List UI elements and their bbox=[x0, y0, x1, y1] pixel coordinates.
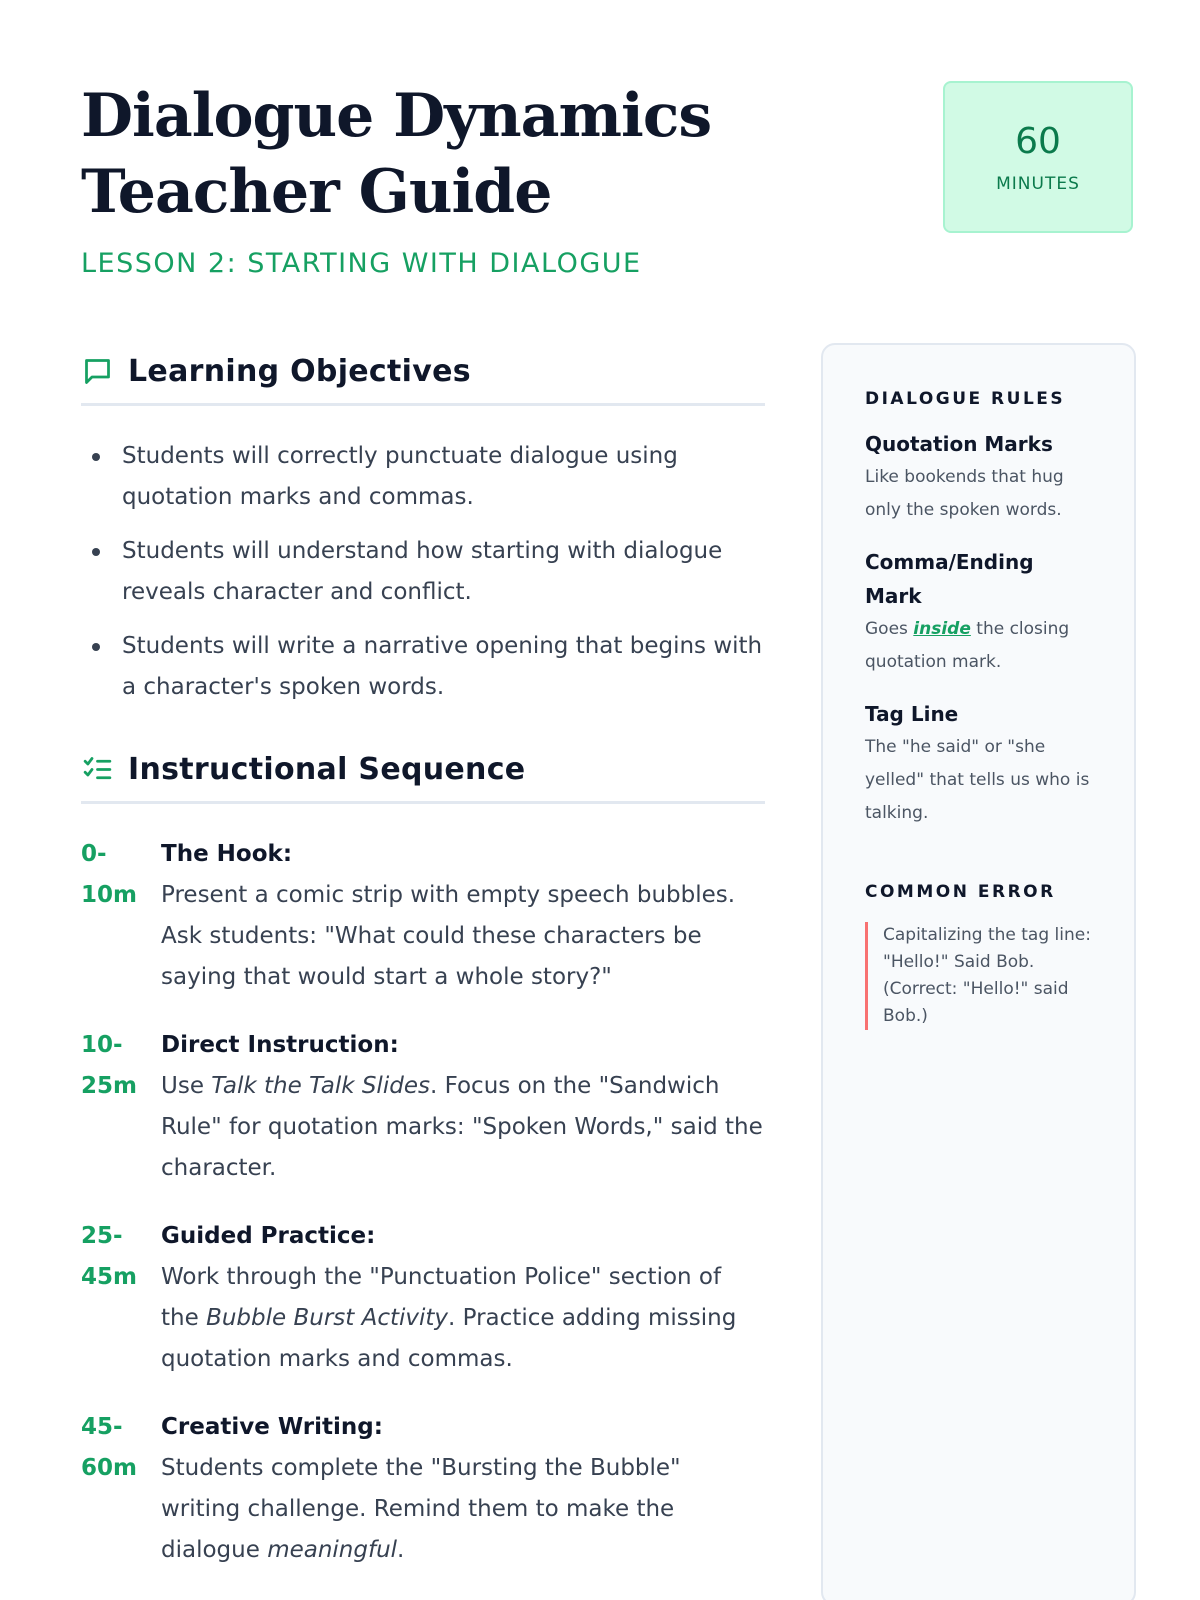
lesson-subtitle: LESSON 2: STARTING WITH DIALOGUE bbox=[81, 248, 642, 279]
text-part: Present a comic strip with empty speech bubbles. Ask students: "What could these characters be saying that would start a whole story?" bbox=[161, 882, 736, 990]
step-text bbox=[161, 1073, 763, 1181]
emphasis-text: Bubble Burst Activity bbox=[206, 1305, 449, 1331]
text-part: Goes bbox=[865, 619, 914, 639]
step-time: 10-25m bbox=[81, 1032, 137, 1099]
step-time: 45-60m bbox=[81, 1414, 137, 1481]
objectives-title: Learning Objectives bbox=[128, 354, 471, 389]
rule-term: Tag Line bbox=[865, 702, 959, 726]
objectives-heading bbox=[81, 340, 765, 406]
step-title: Direct Instruction: bbox=[161, 1032, 399, 1058]
objective-item: Students will understand how starting with dialogue reveals character and conflict. bbox=[81, 531, 765, 613]
error-label: COMMON ERROR bbox=[865, 882, 1056, 902]
text-part: . bbox=[397, 1537, 405, 1563]
step-body bbox=[161, 1407, 765, 1571]
step-title: Guided Practice: bbox=[161, 1223, 376, 1249]
duration-unit: MINUTES bbox=[996, 174, 1080, 194]
step-text bbox=[161, 1455, 681, 1563]
rule-term: Quotation Marks bbox=[865, 432, 1053, 456]
step-time: 0-10m bbox=[81, 841, 137, 908]
text-part: Students complete the "Bursting the Bubble" writing challenge. Remind them to make the dialogue bbox=[161, 1455, 681, 1563]
step-title: Creative Writing: bbox=[161, 1414, 383, 1440]
text-part: . Practice adding missing quotation marks and commas. bbox=[161, 1305, 737, 1372]
rule-definition bbox=[865, 731, 1092, 830]
emphasis-text: meaningful bbox=[267, 1537, 398, 1563]
page-title: Dialogue Dynamics Teacher Guide bbox=[81, 81, 712, 227]
step-text bbox=[161, 882, 735, 990]
rule-definition bbox=[865, 613, 1092, 679]
sequence-steps bbox=[81, 834, 765, 1571]
checklist-icon bbox=[81, 753, 114, 786]
text-part: The "he said" or "she yelled" that tells us who is talking. bbox=[865, 737, 1090, 823]
speech-bubble-icon bbox=[81, 355, 114, 388]
text-part: Use bbox=[161, 1073, 212, 1099]
rule-definition bbox=[865, 461, 1092, 527]
dialogue-rules-sidebar bbox=[821, 343, 1136, 1600]
rule-item bbox=[865, 545, 1092, 679]
sequence-step bbox=[81, 1025, 765, 1189]
step-text bbox=[161, 1264, 736, 1372]
rule-term: Comma/Ending Mark bbox=[865, 550, 1034, 608]
step-title: The Hook: bbox=[161, 841, 293, 867]
duration-value: 60 bbox=[1015, 121, 1061, 162]
step-time: 25-45m bbox=[81, 1223, 137, 1290]
sequence-step bbox=[81, 834, 765, 998]
objective-item: Students will write a narrative opening that begins with a character's spoken words. bbox=[81, 626, 765, 708]
objectives-list bbox=[81, 436, 765, 708]
step-body bbox=[161, 1216, 765, 1380]
rule-item bbox=[865, 427, 1092, 527]
text-part: Like bookends that hug only the spoken words. bbox=[865, 467, 1064, 520]
sequence-heading bbox=[81, 738, 765, 804]
emphasis-text: inside bbox=[913, 619, 971, 639]
emphasis-text: Talk the Talk Slides bbox=[211, 1073, 430, 1099]
step-body bbox=[161, 834, 765, 998]
rules-list bbox=[865, 427, 1092, 830]
step-body bbox=[161, 1025, 765, 1189]
sequence-step bbox=[81, 1407, 765, 1571]
rules-label: DIALOGUE RULES bbox=[865, 389, 1066, 409]
text-part: the closing quotation mark. bbox=[865, 619, 1070, 672]
main-content bbox=[81, 340, 765, 1598]
duration-badge bbox=[943, 81, 1133, 233]
text-part: . Focus on the "Sandwich Rule" for quotation marks: "Spoken Words," said the character. bbox=[161, 1073, 763, 1181]
text-part: Work through the "Punctuation Police" section of the bbox=[161, 1264, 722, 1331]
objective-item: Students will correctly punctuate dialogue using quotation marks and commas. bbox=[81, 436, 765, 518]
rule-item bbox=[865, 697, 1092, 830]
sequence-title: Instructional Sequence bbox=[128, 752, 526, 787]
common-error-note: Capitalizing the tag line: "Hello!" Said Bob. (Correct: "Hello!" said Bob.) bbox=[865, 922, 1092, 1030]
sequence-step bbox=[81, 1216, 765, 1380]
